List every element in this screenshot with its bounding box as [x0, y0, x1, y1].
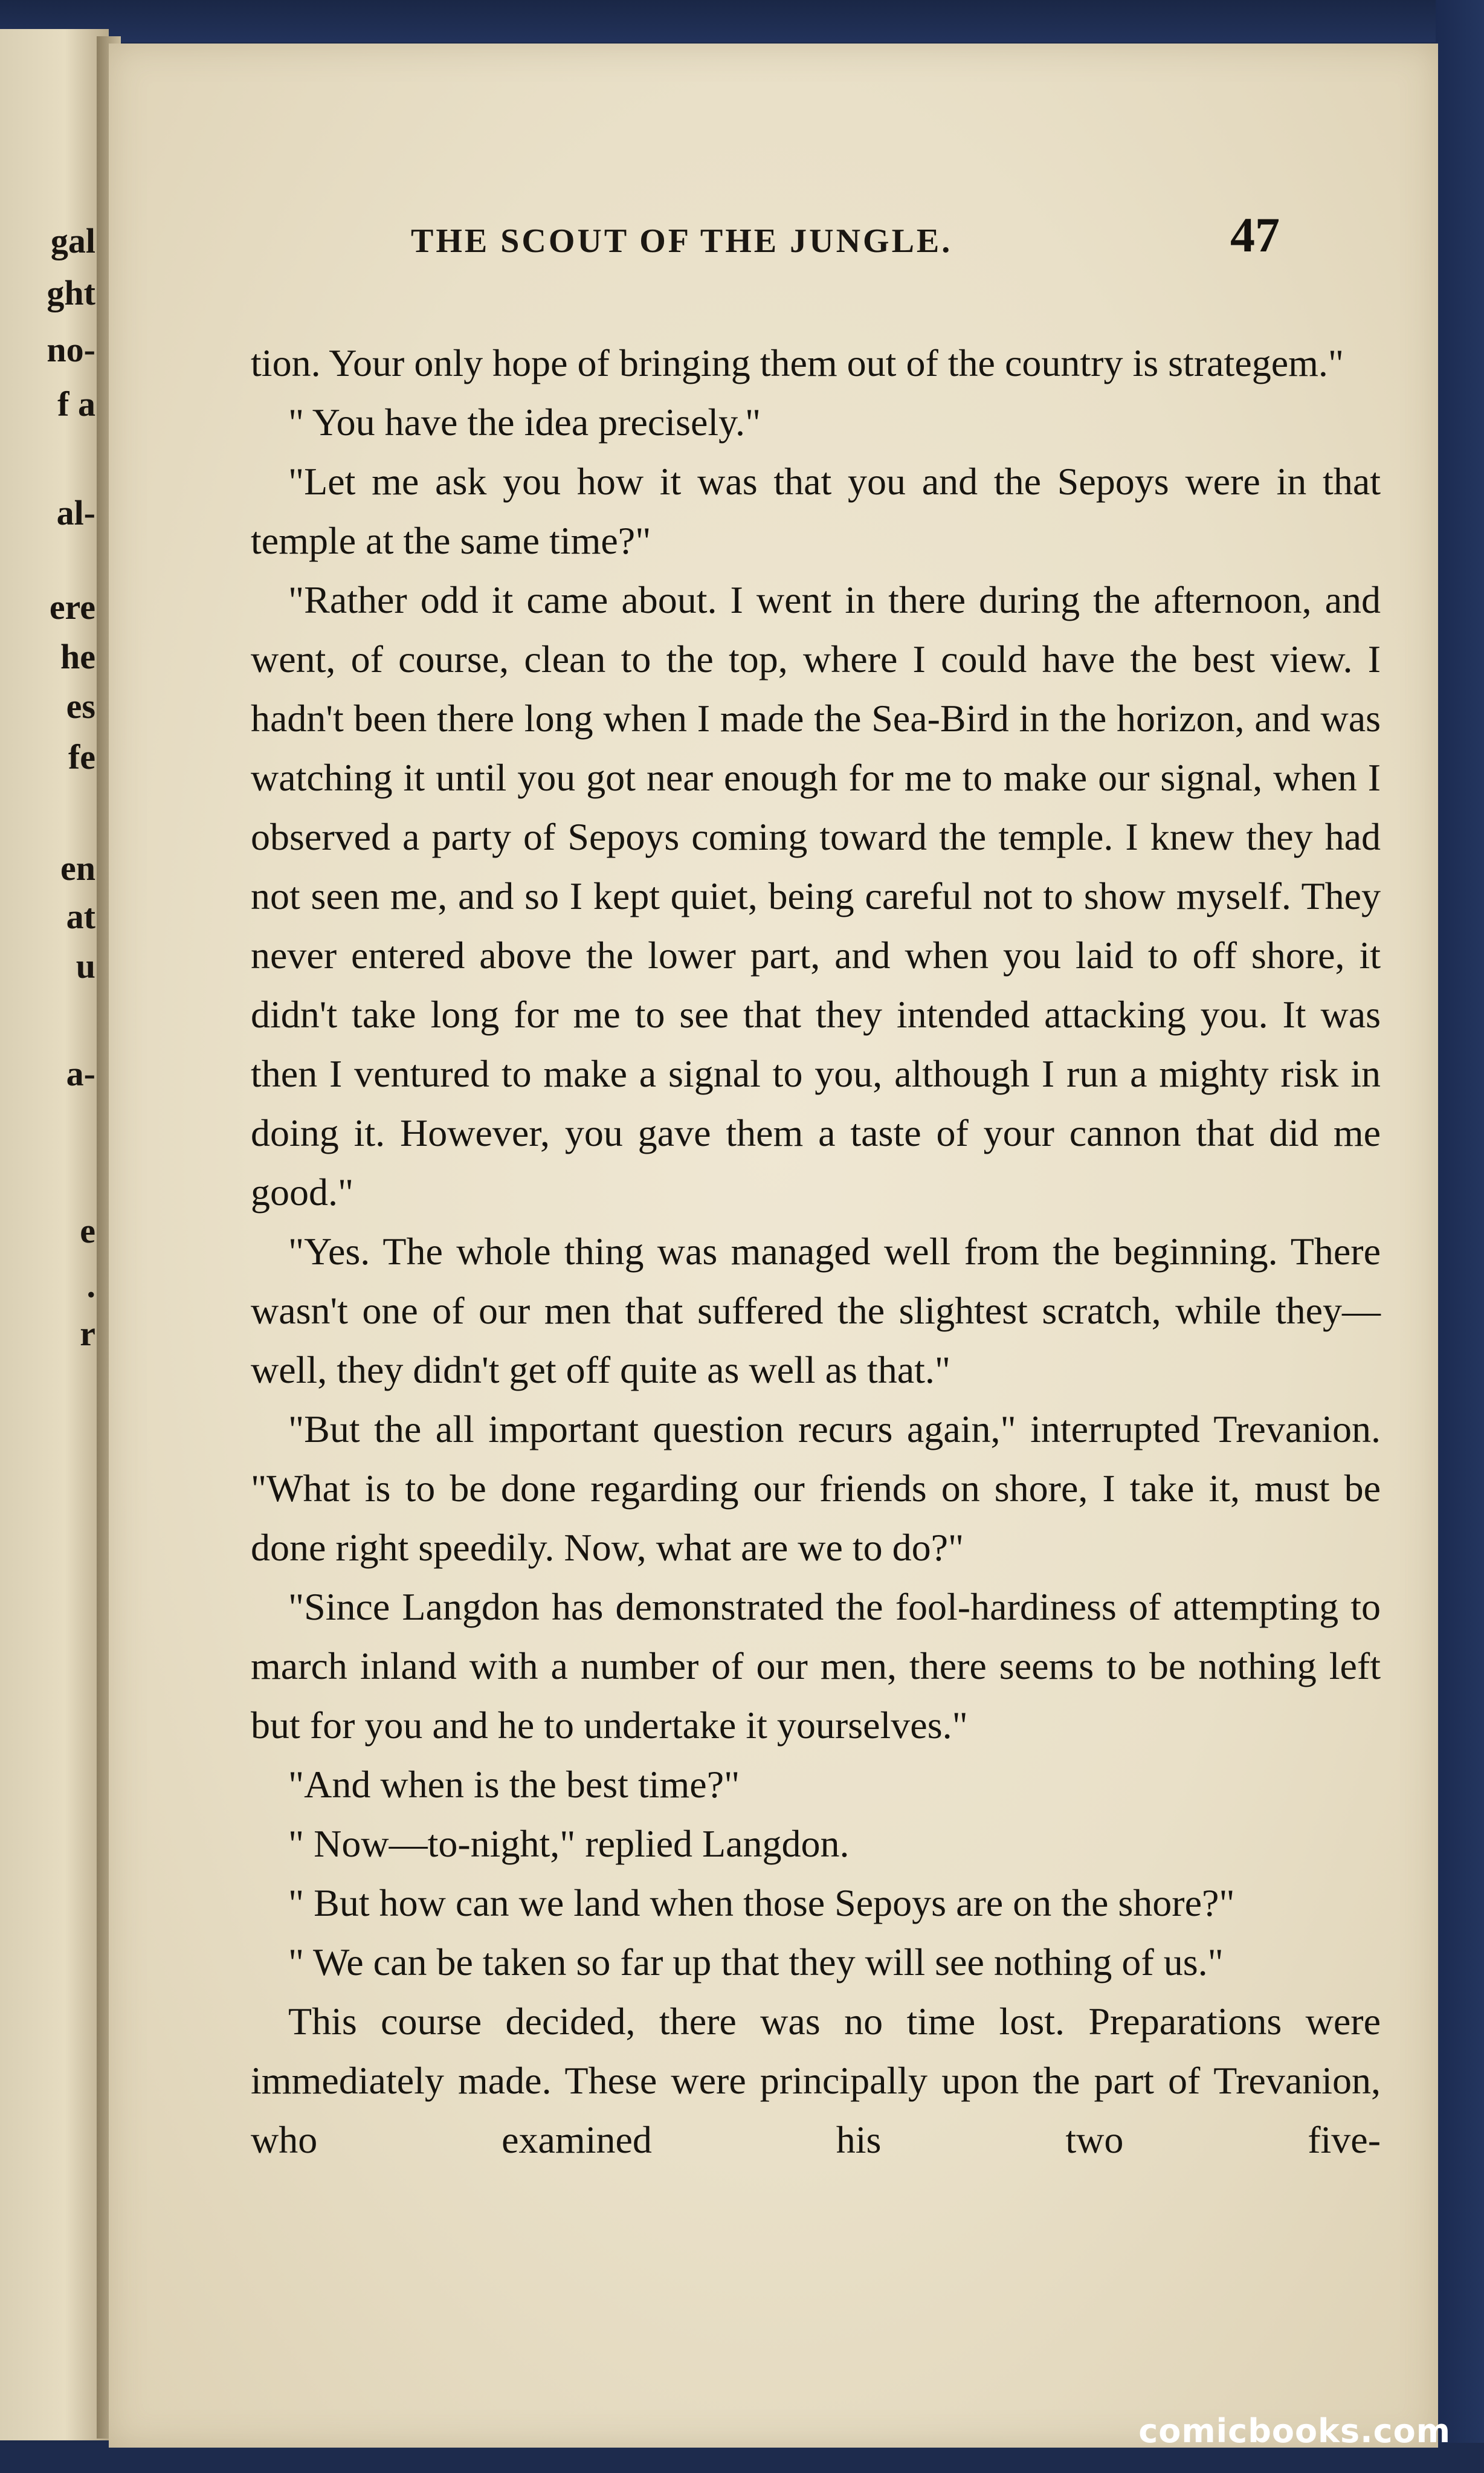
- paragraph: This course decided, there was no time lost. Preparations were immediately made. These were principally upon the part of Trevanion, who examined his two five-: [251, 2000, 1381, 2161]
- page-text-body: [251, 334, 1381, 2170]
- facing-page-fragment: r: [80, 1314, 95, 1353]
- book-cover-top-edge: [0, 0, 1484, 42]
- paragraph: "Since Langdon has demonstrated the fool-hardiness of attempting to march inland with a number of our men, there seems to be nothing left but for you and he to undertake it yourselves.": [251, 1585, 1381, 1747]
- facing-page-fragment: al-: [56, 493, 95, 532]
- facing-page-fragment: gal: [50, 221, 95, 260]
- facing-page-fragment: fe: [68, 737, 95, 777]
- paragraph: "But the all important question recurs again," interrupted Trevanion. "What is to be done regarding our friends on shore, I take it, must be done right speedily. Now, what are we to do?": [251, 1408, 1381, 1569]
- facing-page-fragment: .: [86, 1266, 95, 1305]
- paragraph: " But how can we land when those Sepoys are on the shore?": [288, 1881, 1235, 1924]
- paragraph: " We can be taken so far up that they will see nothing of us.": [288, 1941, 1224, 1983]
- facing-page-fragment: he: [60, 637, 95, 676]
- paragraph: tion. Your only hope of bringing them out of the country is strategem.": [251, 341, 1344, 384]
- paragraph: "Let me ask you how it was that you and the Sepoys were in that temple at the same time?": [251, 460, 1381, 562]
- facing-page-fragment: en: [60, 849, 95, 888]
- book-cover-right-edge: [1436, 0, 1484, 2473]
- paragraph: " Now—to-night," replied Langdon.: [288, 1822, 850, 1865]
- facing-page-fragment: at: [66, 897, 95, 936]
- paragraph: "Yes. The whole thing was managed well from the beginning. There wasn't one of our men that suffered the slightest scratch, while they—well, they didn't get off quite as well as that.": [251, 1230, 1381, 1391]
- facing-page-edge: [0, 29, 109, 2440]
- facing-page-fragment: ght: [47, 273, 95, 312]
- site-watermark: comicbooks.com: [1138, 2412, 1451, 2450]
- facing-page-fragment: f a: [57, 384, 95, 424]
- page-number: 47: [1230, 207, 1280, 262]
- book-page: [109, 44, 1438, 2448]
- paragraph: "And when is the best time?": [288, 1763, 740, 1806]
- paragraph: "Rather odd it came about. I went in there during the afternoon, and went, of course, clean to the top, where I could have the best view. I hadn't been there long when I made the Sea-Bird in the horizon, and was watching it until you got near enough for me to make our signal, when I observed a party of Sepoys coming toward the temple. I knew they had not seen me, and so I kept quiet, being careful not to show myself. They never entered above the lower part, and when you laid to off shore, it didn't take long for me to see that they intended attacking you. It was then I ventured to make a signal to you, although I run a mighty risk in doing it. However, you gave them a taste of your cannon that did me good.": [251, 578, 1381, 1214]
- running-title: THE SCOUT OF THE JUNGLE.: [411, 222, 953, 260]
- facing-page-fragment: ere: [49, 587, 95, 627]
- facing-page-fragment: u: [76, 946, 95, 986]
- facing-page-fragment: no-: [47, 330, 95, 369]
- facing-page-fragment: es: [66, 687, 95, 726]
- facing-page-fragment: a-: [66, 1054, 95, 1093]
- paragraph: " You have the idea precisely.": [288, 401, 761, 444]
- facing-page-fragment: e: [80, 1211, 95, 1250]
